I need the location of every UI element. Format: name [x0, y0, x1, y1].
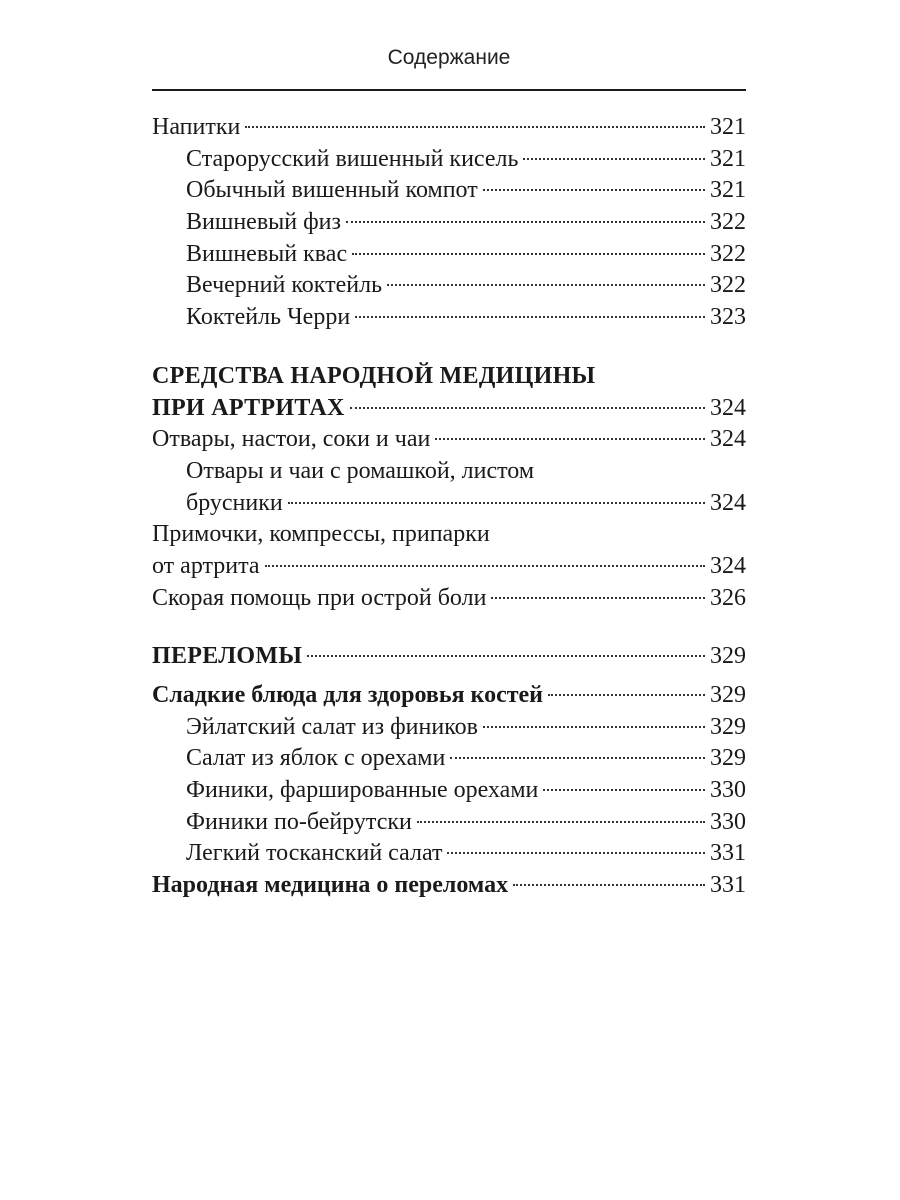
- page-header-title: Содержание: [387, 46, 511, 69]
- toc-page-number: 330: [710, 808, 746, 835]
- dot-leader: [491, 597, 705, 599]
- toc-entry-title: Вечерний коктейль: [186, 272, 383, 299]
- dot-leader: [483, 726, 705, 728]
- toc-page-number: 323: [710, 304, 746, 331]
- toc-entry[interactable]: [152, 838, 746, 870]
- toc-page-number: 331: [710, 872, 746, 899]
- toc-page-number: 329: [710, 745, 746, 772]
- dot-leader: [548, 694, 705, 696]
- dot-leader: [245, 126, 705, 128]
- toc-entry[interactable]: [152, 270, 746, 302]
- toc-entry-title: ПРИ АРТРИТАХ: [152, 394, 345, 421]
- toc-entry-compresses-line1[interactable]: Примочки, компрессы, припарки: [152, 521, 490, 548]
- dot-leader: [352, 253, 705, 255]
- toc-entry-folk-fractures[interactable]: [152, 870, 746, 902]
- toc-entry-title: Скорая помощь при острой боли: [152, 584, 487, 611]
- toc-section-arthritis[interactable]: [152, 393, 746, 425]
- header-divider: [152, 89, 746, 91]
- dot-leader: [265, 565, 705, 567]
- toc-page-number: 322: [710, 272, 746, 299]
- toc-page-number: 322: [710, 209, 746, 236]
- toc-entry-first-aid[interactable]: [152, 583, 746, 615]
- toc-page-number: 329: [710, 682, 746, 708]
- dot-leader: [483, 189, 705, 191]
- dot-leader: [307, 655, 705, 657]
- dot-leader: [288, 502, 705, 504]
- toc-entry-title: Вишневый физ: [186, 209, 342, 236]
- toc-page-number: 321: [710, 177, 746, 204]
- dot-leader: [387, 284, 705, 286]
- section-spacer: [152, 673, 746, 680]
- toc-page-number: 321: [710, 114, 746, 140]
- toc-entry[interactable]: [152, 712, 746, 744]
- toc-entry-title: Финики, фаршированные орехами: [186, 777, 539, 804]
- dot-leader: [523, 158, 705, 160]
- section-spacer: [152, 334, 746, 361]
- dot-leader: [346, 221, 705, 223]
- dot-leader: [350, 407, 705, 409]
- toc-page-number: 324: [710, 394, 746, 421]
- toc-entry-decoctions[interactable]: [152, 424, 746, 456]
- toc-entry-title: Эйлатский салат из фиников: [186, 713, 478, 740]
- toc-entry-title: брусники: [186, 489, 283, 516]
- toc-entry-compresses[interactable]: [152, 551, 746, 583]
- toc-page-number: 322: [710, 240, 746, 267]
- toc-entry-title: Вишневый квас: [186, 240, 348, 267]
- dot-leader: [355, 316, 705, 318]
- toc-page-number: 324: [710, 552, 746, 579]
- toc-page-number: 329: [710, 713, 746, 740]
- toc-section-fractures[interactable]: [152, 641, 746, 673]
- toc-entry[interactable]: [152, 239, 746, 271]
- toc-entry-decoctions-sub[interactable]: [152, 488, 746, 520]
- section-spacer: [152, 614, 746, 641]
- toc-page-number: 324: [710, 426, 746, 453]
- toc-entry-title: Старорусский вишенный кисель: [186, 145, 519, 172]
- toc-section-arthritis-line1[interactable]: СРЕДСТВА НАРОДНОЙ МЕДИЦИНЫ: [152, 362, 596, 389]
- toc-entry-title: Коктейль Черри: [186, 304, 351, 331]
- dot-leader: [417, 821, 705, 823]
- toc-entry[interactable]: [152, 302, 746, 334]
- toc-page-number: 331: [710, 840, 746, 867]
- toc-entry[interactable]: [152, 175, 746, 207]
- table-of-contents: [152, 112, 746, 902]
- toc-entry-title: от артрита: [152, 552, 260, 579]
- toc-entry[interactable]: [152, 144, 746, 176]
- toc-entry-sweet-dishes[interactable]: [152, 680, 746, 712]
- toc-entry[interactable]: [152, 207, 746, 239]
- toc-entry-title: ПЕРЕЛОМЫ: [152, 643, 303, 670]
- toc-entry-title: Обычный вишенный компот: [186, 177, 478, 204]
- toc-page-number: 324: [710, 489, 746, 516]
- toc-entry-title: Салат из яблок с орехами: [186, 745, 446, 772]
- toc-entry[interactable]: [152, 743, 746, 775]
- toc-page-number: 321: [710, 145, 746, 172]
- toc-entry-title: Сладкие блюда для здоровья костей: [152, 682, 543, 708]
- toc-entry-title: Отвары, настои, соки и чаи: [152, 426, 431, 453]
- dot-leader: [450, 757, 705, 759]
- toc-entry-title: Финики по-бейрутски: [186, 808, 412, 835]
- toc-entry-napitki[interactable]: [152, 112, 746, 144]
- toc-page-number: 329: [710, 643, 746, 670]
- toc-entry-title: Напитки: [152, 114, 241, 140]
- dot-leader: [513, 884, 705, 886]
- dot-leader: [447, 852, 705, 854]
- toc-entry[interactable]: [152, 807, 746, 839]
- toc-page-number: 326: [710, 584, 746, 611]
- toc-entry[interactable]: [152, 775, 746, 807]
- toc-entry-title: Легкий тосканский салат: [186, 840, 443, 867]
- toc-page-number: 330: [710, 777, 746, 804]
- dot-leader: [543, 789, 705, 791]
- toc-entry-decoctions-sub-line1[interactable]: Отвары и чаи с ромашкой, листом: [186, 457, 535, 484]
- dot-leader: [435, 438, 705, 440]
- toc-entry-title: Народная медицина о переломах: [152, 872, 509, 899]
